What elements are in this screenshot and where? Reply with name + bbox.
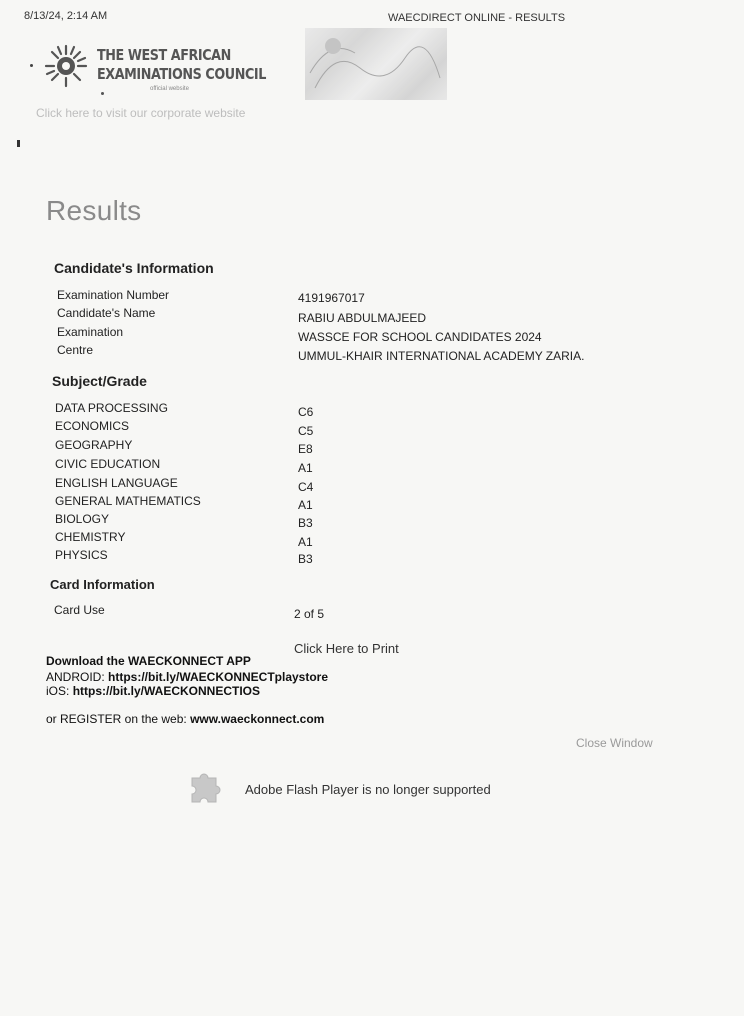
- subject-name: GEOGRAPHY: [55, 438, 133, 452]
- subject-name: PHYSICS: [55, 548, 108, 562]
- subject-name: CHEMISTRY: [55, 530, 126, 544]
- ios-link[interactable]: https://bit.ly/WAECKONNECTIOS: [72, 684, 261, 698]
- close-window-link[interactable]: Close Window: [576, 736, 653, 750]
- subject-grade: A1: [298, 535, 313, 549]
- plugin-puzzle-icon: [186, 766, 226, 806]
- logo-dot: [101, 92, 104, 95]
- logo-title-line2: EXAMINATIONS COUNCIL: [97, 65, 266, 83]
- print-page-title: WAECDIRECT ONLINE - RESULTS: [388, 12, 566, 24]
- register-label: or REGISTER on the web:: [46, 712, 187, 726]
- page-title: Results: [46, 195, 142, 226]
- examination-label: Examination: [57, 325, 124, 339]
- subject-name: ENGLISH LANGUAGE: [55, 476, 178, 490]
- app-download-heading: Download the WAECKONNECT APP: [46, 654, 251, 668]
- card-use-value: 2 of 5: [294, 607, 325, 621]
- candidate-name-value: RABIU ABDULMAJEED: [298, 311, 427, 325]
- register-link[interactable]: www.waeckonnect.com: [190, 712, 325, 726]
- register-line: [46, 712, 324, 726]
- subject-grade: B3: [298, 516, 313, 530]
- logo-title-line1: THE WEST AFRICAN: [97, 46, 231, 64]
- subject-grade: C4: [298, 480, 314, 494]
- margin-mark: [17, 140, 20, 147]
- android-label: ANDROID:: [46, 670, 105, 684]
- waec-seal-icon[interactable]: [44, 44, 88, 88]
- corporate-website-link[interactable]: Click here to visit our corporate website: [36, 106, 246, 120]
- subject-grade-heading: Subject/Grade: [52, 373, 147, 389]
- subject-grade: C5: [298, 424, 314, 438]
- centre-value: UMMUL-KHAIR INTERNATIONAL ACADEMY ZARIA.: [298, 349, 585, 363]
- subject-name: DATA PROCESSING: [55, 401, 168, 415]
- subject-grade: A1: [298, 461, 313, 475]
- header-banner-image: [305, 28, 447, 100]
- bullet-dot: [30, 64, 33, 67]
- subject-grade: B3: [298, 552, 313, 566]
- subject-grade: E8: [298, 442, 313, 456]
- subject-grade: C6: [298, 405, 314, 419]
- exam-number-label: Examination Number: [57, 288, 170, 302]
- subject-name: GENERAL MATHEMATICS: [55, 494, 201, 508]
- card-use-label: Card Use: [54, 603, 105, 617]
- candidate-info-heading: Candidate's Information: [54, 260, 214, 276]
- card-info-heading: Card Information: [50, 577, 155, 592]
- android-link[interactable]: https://bit.ly/WAECKONNECTplaystore: [108, 670, 329, 684]
- subject-name: BIOLOGY: [55, 512, 110, 526]
- ios-line: [46, 684, 260, 698]
- examination-value: WASSCE FOR SCHOOL CANDIDATES 2024: [298, 330, 542, 344]
- logo-subtitle: official website: [150, 86, 189, 92]
- subject-name: CIVIC EDUCATION: [55, 457, 161, 471]
- candidate-name-label: Candidate's Name: [57, 306, 156, 320]
- exam-number-value: 4191967017: [298, 291, 365, 305]
- subject-grade: A1: [298, 498, 313, 512]
- flash-unsupported-message: Adobe Flash Player is no longer supported: [245, 782, 491, 797]
- subject-name: ECONOMICS: [55, 419, 130, 433]
- print-datetime: 8/13/24, 2:14 AM: [24, 10, 108, 22]
- ios-label: iOS:: [46, 684, 70, 698]
- android-line: [46, 670, 328, 684]
- print-button[interactable]: Click Here to Print: [294, 641, 399, 656]
- centre-label: Centre: [57, 343, 94, 357]
